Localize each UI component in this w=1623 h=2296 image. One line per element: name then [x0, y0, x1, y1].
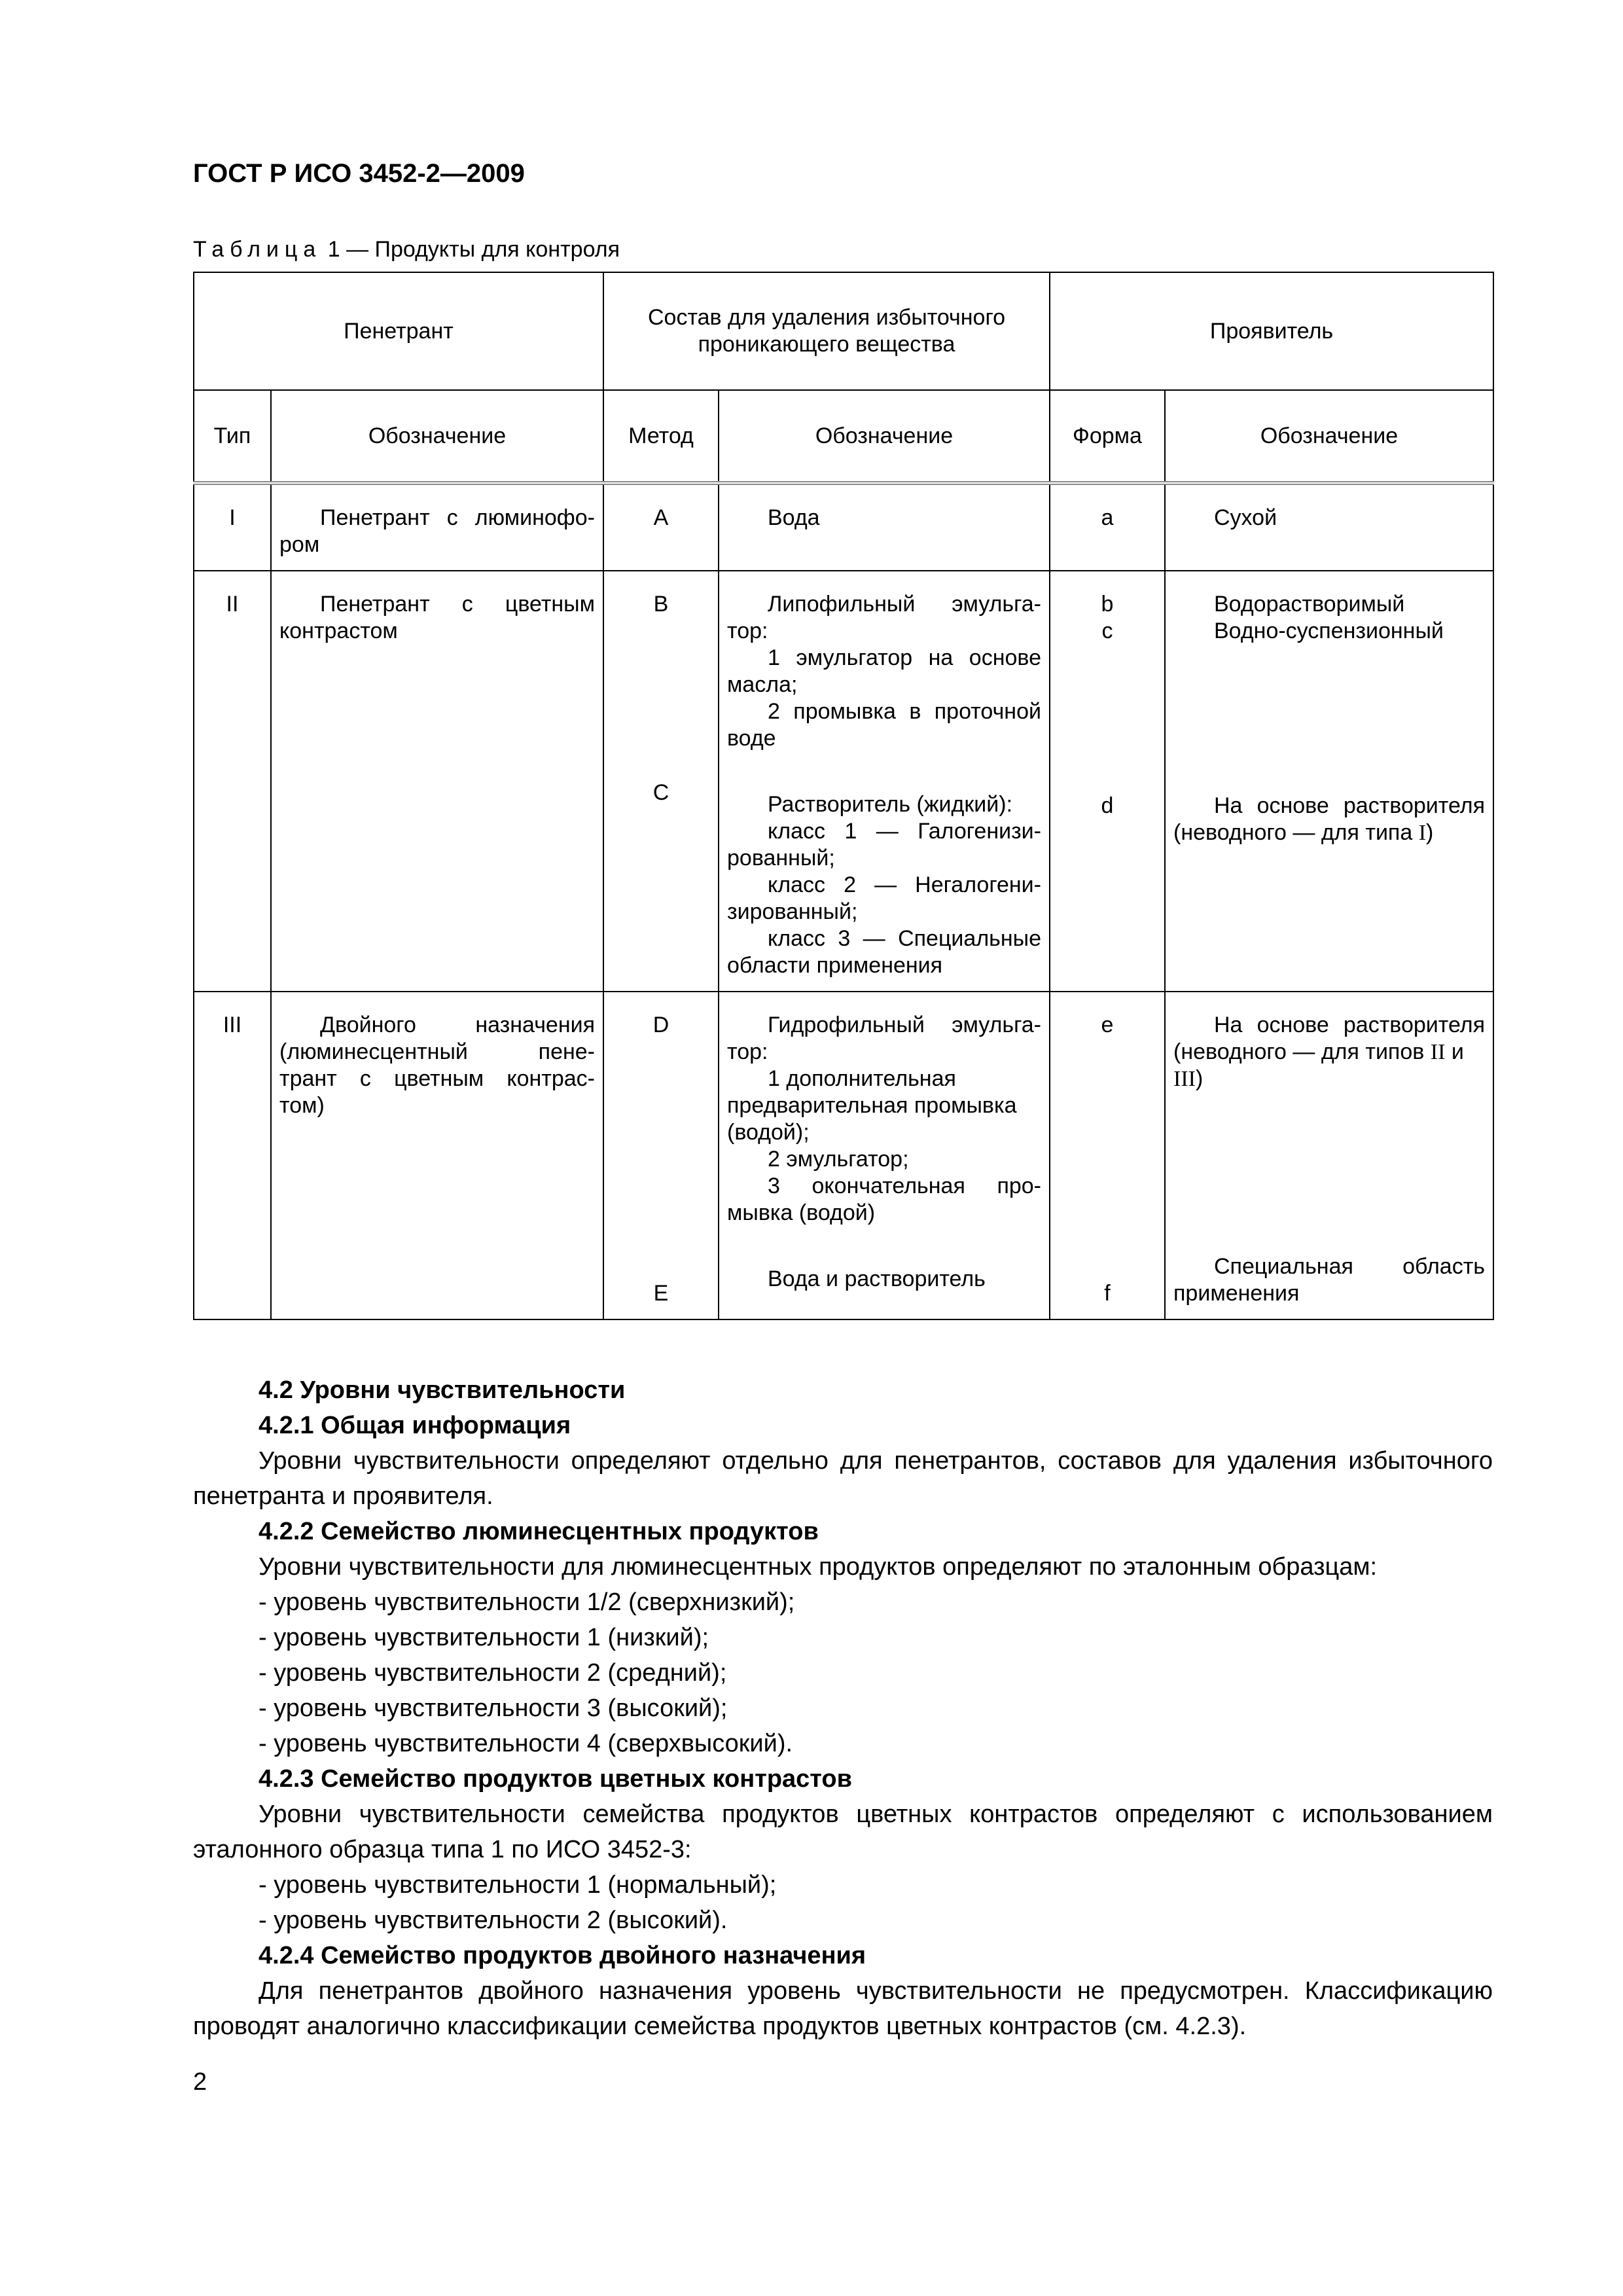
method-e: E [653, 1281, 669, 1306]
text-line: На основе растворителя [1214, 793, 1485, 818]
text-line: тор: [727, 619, 768, 643]
paragraph-4-2-3: Уровни чувствительности семейства продуктов цветных контрастов определяют с использованием эталонного образца типа 1 по ИСО 3452-3: [193, 1801, 1493, 1863]
cell-penetrant-desc [271, 992, 603, 1319]
text-line: том) [279, 1093, 325, 1118]
text-line: На основе растворителя [1214, 1013, 1485, 1037]
list-item: - уровень чувствительности 2 (высокий). [259, 1907, 728, 1934]
text-line: класс 2 — Негалогени- [768, 872, 1041, 897]
cell-form [1050, 992, 1165, 1319]
subheader-designation: Обозначение [719, 390, 1050, 483]
heading-4-2-1: 4.2.1 Общая информация [259, 1412, 571, 1439]
table-caption-title: 1 — Продукты для контроля [321, 237, 620, 262]
cell-method: A [603, 483, 719, 571]
text-line: (неводного — для типов II и [1173, 1039, 1464, 1064]
text-line: Гидрофильный эмульга- [768, 1013, 1041, 1037]
header-remover-text: Состав для удаления избыточного проникающего вещества [647, 305, 1006, 357]
text-line: Водно-суспензионный [1214, 619, 1444, 643]
cell-remover-desc [719, 571, 1050, 992]
text-line: (люминесцентный пене- [279, 1039, 595, 1064]
text-line: тор: [727, 1039, 768, 1064]
text-line: мывка (водой) [727, 1200, 876, 1225]
cell-type: III [194, 992, 271, 1319]
method-d: D [652, 1013, 669, 1037]
header-developer: Проявитель [1050, 272, 1493, 390]
cell-developer-desc [1165, 571, 1493, 992]
subheader-designation: Обозначение [1165, 390, 1493, 483]
cell-method [603, 992, 719, 1319]
text-line: класс 3 — Специальные [768, 926, 1041, 951]
table-caption [193, 237, 620, 262]
cell-form [1050, 571, 1165, 992]
subheader-method: Метод [603, 390, 719, 483]
list-item: - уровень чувствительности 1 (нормальный); [259, 1871, 777, 1899]
cell-form: a [1050, 483, 1165, 571]
text-line: зированный; [727, 899, 858, 924]
form-c: c [1101, 619, 1113, 643]
subheader-type: Тип [194, 390, 271, 483]
cell-type: II [194, 571, 271, 992]
cell-remover-desc [719, 483, 1050, 571]
table-subheader-row [194, 390, 1493, 483]
text-line: Вода и растворитель [768, 1266, 986, 1291]
text-line: рованный; [727, 846, 835, 870]
text-line: ром [279, 532, 320, 557]
method-c: C [652, 780, 669, 805]
text-line: Специальная область [1214, 1254, 1485, 1279]
cell-type: I [194, 483, 271, 571]
cell-method [603, 571, 719, 992]
table-caption-prefix: Таблица [193, 237, 322, 262]
text-line: контрастом [279, 619, 398, 643]
cell-developer-desc [1165, 992, 1493, 1319]
text-line: Сухой [1214, 505, 1277, 530]
subheader-form: Форма [1050, 390, 1165, 483]
cell-penetrant-desc [271, 483, 603, 571]
list-item: - уровень чувствительности 1/2 (сверхнизкий); [259, 1588, 795, 1616]
subheader-designation: Обозначение [271, 390, 603, 483]
paragraph-4-2-1: Уровни чувствительности определяют отдельно для пенетрантов, составов для удаления избыточного пенетранта и проявителя. [193, 1447, 1493, 1510]
cell-developer-desc [1165, 483, 1493, 571]
text-line: Водорастворимый [1214, 592, 1405, 617]
table-row [194, 992, 1493, 1319]
text-line: трант с цветным контрас- [279, 1066, 595, 1091]
text-line: 3 окончательная про- [768, 1174, 1041, 1198]
list-item: - уровень чувствительности 1 (низкий); [259, 1624, 709, 1651]
text-line: (неводного — для типа I) [1173, 820, 1434, 845]
form-e: e [1101, 1013, 1114, 1037]
header-penetrant: Пенетрант [194, 272, 603, 390]
heading-4-2-2: 4.2.2 Семейство люминесцентных продуктов [259, 1518, 819, 1545]
text-line: применения [1173, 1281, 1300, 1306]
form-d: d [1101, 793, 1114, 818]
table-row [194, 571, 1493, 992]
form-b: b [1101, 592, 1114, 617]
text-line: масла; [727, 672, 798, 697]
list-item: - уровень чувствительности 3 (высокий); [259, 1695, 728, 1722]
method-b: B [653, 592, 669, 617]
text-line: Двойного назначения [320, 1013, 595, 1037]
document-header: ГОСТ Р ИСО 3452-2—2009 [193, 159, 525, 188]
text-line: 2 эмульгатор; [768, 1147, 909, 1172]
list-item: - уровень чувствительности 4 (сверхвысокий). [259, 1730, 793, 1757]
heading-4-2-3: 4.2.3 Семейство продуктов цветных контрастов [259, 1765, 852, 1793]
table-row [194, 483, 1493, 571]
text-line: 1 эмульгатор на основе [768, 645, 1041, 670]
text-line: предварительная промывка [727, 1093, 1017, 1118]
page-number: 2 [193, 2068, 207, 2096]
text-line: Растворитель (жидкий): [768, 792, 1013, 817]
text-line: 2 промывка в проточной [768, 699, 1041, 724]
text-line: Пенетрант с люминофо- [320, 505, 595, 530]
text-line: (водой); [727, 1120, 810, 1145]
text-line: Вода [768, 505, 820, 530]
text-line: воде [727, 726, 776, 751]
form-f: f [1104, 1281, 1111, 1306]
table-group-header-row [194, 272, 1493, 390]
products-table [193, 272, 1494, 1320]
heading-4-2: 4.2 Уровни чувствительности [259, 1376, 626, 1404]
cell-penetrant-desc [271, 571, 603, 992]
section-4-2 [193, 1372, 1493, 2044]
text-line: класс 1 — Галогенизи- [768, 819, 1041, 844]
heading-4-2-4: 4.2.4 Семейство продуктов двойного назначения [259, 1942, 866, 1969]
list-item: - уровень чувствительности 2 (средний); [259, 1659, 727, 1687]
text-line: III) [1173, 1066, 1204, 1091]
cell-remover-desc [719, 992, 1050, 1319]
paragraph-4-2-2: Уровни чувствительности для люминесцентных продуктов определяют по эталонным образцам: [259, 1553, 1378, 1581]
text-line: Липофильный эмульга- [768, 592, 1041, 617]
text-line: области применения [727, 953, 943, 978]
header-remover [603, 272, 1050, 390]
paragraph-4-2-4: Для пенетрантов двойного назначения уровень чувствительности не предусмотрен. Классификацию проводят аналогично классификации семейства продуктов цветных контрастов (см. 4.2.3). [193, 1977, 1493, 2040]
text-line: Пенетрант с цветным [320, 592, 595, 617]
text-line: 1 дополнительная [768, 1066, 956, 1091]
